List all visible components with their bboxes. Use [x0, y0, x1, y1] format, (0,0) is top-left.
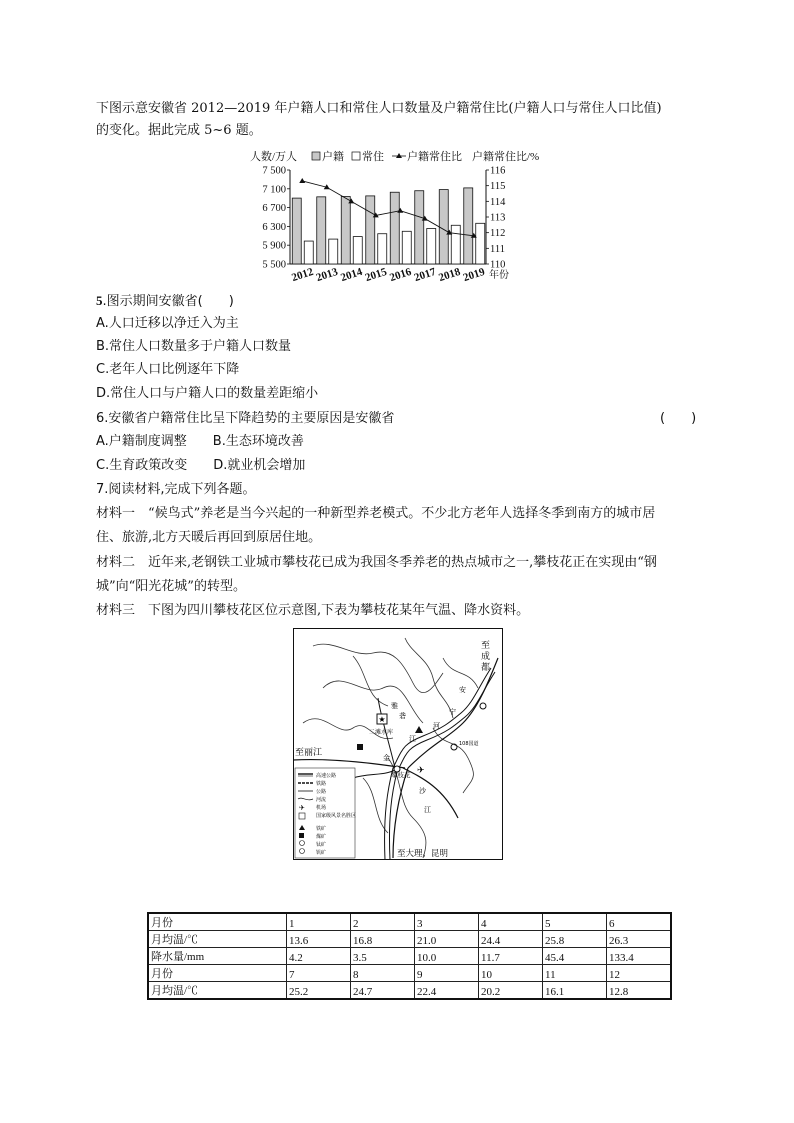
y2-tick-label: 115 [490, 181, 506, 193]
table-row [148, 948, 671, 965]
map-label-ertan: 二滩水库 [369, 729, 394, 736]
material-1-line-2: 住、旅游,北方天暖后再回到原居住地。 [96, 530, 322, 545]
map-label-to-dali: 至大理、昆明 [397, 849, 449, 859]
map-label-anning-2: 宁 [449, 708, 456, 716]
bar-changzhu [378, 234, 387, 264]
bar-huji [317, 197, 326, 264]
legend-coal: 煤矿 [316, 834, 327, 840]
q5-option-c[interactable]: C.老年人口比例逐年下降 [96, 362, 240, 377]
y2-tick-label: 113 [490, 212, 506, 224]
q6-options-row-1[interactable]: A.户籍制度调整 B.生态环境改善 [96, 434, 304, 449]
y-tick-label: 5 900 [262, 240, 286, 252]
svg-text:✈: ✈ [299, 804, 305, 812]
legend-scenic: 国家级风景名胜区 [316, 813, 357, 819]
map-legend [295, 768, 356, 858]
map-label-road108: 108国道 [459, 741, 479, 747]
table-cell: 12.8 [607, 982, 672, 1000]
map-label-anning-1: 安 [459, 686, 466, 694]
legend-marker-ratio [396, 153, 402, 158]
table-cell: 45.4 [543, 948, 607, 965]
q5-option-d[interactable]: D.常住人口与户籍人口的数量差距缩小 [96, 386, 319, 401]
table-cell: 4.2 [287, 948, 351, 965]
y2-tick-label: 114 [490, 196, 506, 208]
legend-highway: 高速公路 [316, 773, 337, 779]
x-tick-label: 2016 [388, 265, 413, 284]
table-cell: 24.7 [351, 982, 415, 1000]
bar-huji [366, 196, 375, 264]
legend-label-ratio: 户籍常住比 [407, 151, 462, 163]
table-cell: 11 [543, 965, 607, 982]
map-label-to-lijiang: 至丽江 [295, 748, 323, 758]
table-cell: 26.3 [607, 931, 672, 948]
table-cell: 133.4 [607, 948, 672, 965]
x-axis-title: 年份 [489, 270, 509, 281]
table-cell: 25.2 [287, 982, 351, 1000]
x-tick-label: 2017 [412, 265, 438, 284]
bar-huji [464, 188, 473, 264]
airport-icon: ✈ [417, 766, 425, 776]
y2-tick-label: 112 [490, 228, 506, 240]
coal-mine-icon [357, 744, 363, 750]
x-tick-label: 2012 [290, 265, 315, 284]
table-cell: 24.4 [479, 931, 543, 948]
map-label-to-chengdu-3: 都 [481, 663, 491, 673]
table-cell: 21.0 [415, 931, 479, 948]
map-label-yalong-2: 砻 [399, 712, 406, 720]
bar-changzhu [402, 231, 411, 264]
legend-titanium: 钛矿 [316, 842, 327, 848]
y-axis-title: 人数/万人 [250, 151, 298, 163]
table-row [148, 965, 671, 982]
bar-huji [415, 191, 424, 264]
map-label-jin: 金 [383, 754, 390, 762]
bar-huji [341, 197, 350, 264]
map-label-anning-3: 河 [433, 722, 440, 730]
q5-option-a[interactable]: A.人口迁移以净迁入为主 [96, 316, 239, 331]
intro-line-1: 下图示意安徽省 2012—2019 年户籍人口和常住人口数量及户籍常住比(户籍人口与常住人口比值) [96, 101, 662, 116]
table-cell: 11.7 [479, 948, 543, 965]
map-label-yalong-1: 雅 [391, 702, 398, 710]
y-tick-label: 7 100 [262, 184, 286, 196]
bar-changzhu [427, 229, 436, 264]
table-cell: 13.6 [287, 931, 351, 948]
table-cell: 8 [351, 965, 415, 982]
bar-changzhu [451, 225, 460, 264]
y2-tick-label: 110 [490, 259, 506, 271]
map-label-jiang-1: 江 [409, 735, 416, 743]
table-cell: 7 [287, 965, 351, 982]
bar-huji [439, 190, 448, 264]
y2-axis-title: 户籍常住比/% [472, 151, 540, 163]
y2-tick-label: 116 [490, 165, 506, 177]
q6-stem: 6.安徽省户籍常住比呈下降趋势的主要原因是安徽省 [96, 411, 395, 426]
ratio-point [299, 178, 305, 183]
table-cell: 16.1 [543, 982, 607, 1000]
legend-airport: 机场 [316, 805, 327, 811]
map-label-to-chengdu-1: 至 [481, 641, 491, 651]
table-row-header: 月份 [148, 965, 287, 982]
legend-swatch-huji [312, 152, 320, 160]
table-row-header: 月均温/℃ [148, 931, 287, 948]
table-cell: 22.4 [415, 982, 479, 1000]
table-cell: 10.0 [415, 948, 479, 965]
y-tick-label: 6 300 [262, 221, 286, 233]
table-cell: 12 [607, 965, 672, 982]
table-cell: 4 [479, 913, 543, 931]
table-cell: 16.8 [351, 931, 415, 948]
bar-huji [292, 198, 301, 264]
table-cell: 20.2 [479, 982, 543, 1000]
y-tick-label: 5 500 [262, 259, 286, 271]
table-cell: 6 [607, 913, 672, 931]
table-cell: 2 [351, 913, 415, 931]
q5-stem: 5.图示期间安徽省( ) [96, 293, 234, 309]
bar-changzhu [329, 239, 338, 264]
legend-road: 公路 [316, 789, 327, 795]
legend-iron: 铁矿 [316, 826, 327, 832]
table-cell: 3 [415, 913, 479, 931]
q6-options-row-2[interactable]: C.生育政策改变 D.就业机会增加 [96, 458, 306, 473]
q7-stem: 7.阅读材料,完成下列各题。 [96, 482, 256, 497]
y-tick-label: 6 700 [262, 203, 286, 215]
bar-huji [390, 192, 399, 264]
x-tick-label: 2019 [461, 265, 487, 284]
legend-label-huji: 户籍 [322, 151, 344, 163]
table-cell: 3.5 [351, 948, 415, 965]
q6-answer-paren: ( ) [660, 411, 697, 426]
table-row [148, 982, 671, 1000]
legend-vanadium: 钒矿 [316, 850, 327, 856]
panzhihua-location-map [293, 628, 503, 860]
climate-table [147, 912, 672, 1000]
legend-label-changzhu: 常住 [362, 151, 384, 163]
bar-changzhu [476, 223, 485, 264]
table-row-header: 月份 [148, 913, 287, 931]
material-2-line-2: 城”向“阳光花城”的转型。 [96, 579, 246, 594]
legend-railway: 铁路 [316, 781, 327, 787]
table-row [148, 931, 671, 948]
map-label-sha: 沙 [419, 787, 426, 795]
q5-stem-text: .图示期间安徽省( ) [102, 294, 234, 309]
x-tick-label: 2015 [363, 265, 389, 284]
map-label-jiang-2: 江 [424, 806, 431, 814]
x-tick-label: 2018 [437, 265, 462, 284]
table-row-header: 月均温/℃ [148, 982, 287, 1000]
material-3-line-1: 材料三 下图为四川攀枝花区位示意图,下表为攀枝花某年气温、降水资料。 [96, 603, 530, 618]
table-row-header: 降水量/mm [148, 948, 287, 965]
y2-tick-label: 111 [490, 243, 505, 255]
table-row [148, 913, 671, 931]
table-cell: 9 [415, 965, 479, 982]
intro-line-2: 的变化。据此完成 5~6 题。 [96, 123, 262, 138]
map-label-to-chengdu-2: 成 [481, 652, 491, 662]
map-label-panzhihua: 攀枝花 [391, 771, 411, 779]
x-tick-label: 2014 [339, 265, 364, 284]
table-cell: 10 [479, 965, 543, 982]
material-1-line-1: 材料一 “候鸟式”养老是当今兴起的一种新型养老模式。不少北方老年人选择冬季到南方的城市居 [96, 506, 656, 521]
table-cell: 25.8 [543, 931, 607, 948]
x-tick-label: 2013 [314, 265, 340, 284]
table-cell: 5 [543, 913, 607, 931]
legend-river: 河流 [316, 797, 327, 803]
y-tick-label: 7 500 [262, 165, 286, 177]
bar-changzhu [304, 241, 313, 264]
q5-option-b[interactable]: B.常住人口数量多于户籍人口数量 [96, 339, 292, 354]
bar-changzhu [353, 237, 362, 264]
table-cell: 1 [287, 913, 351, 931]
population-chart [250, 148, 560, 284]
svg-text:★: ★ [378, 715, 386, 724]
material-2-line-1: 材料二 近年来,老钢铁工业城市攀枝花已成为我国冬季养老的热点城市之一,攀枝花正在实现由“钢 [96, 555, 657, 570]
legend-swatch-changzhu [352, 152, 360, 160]
